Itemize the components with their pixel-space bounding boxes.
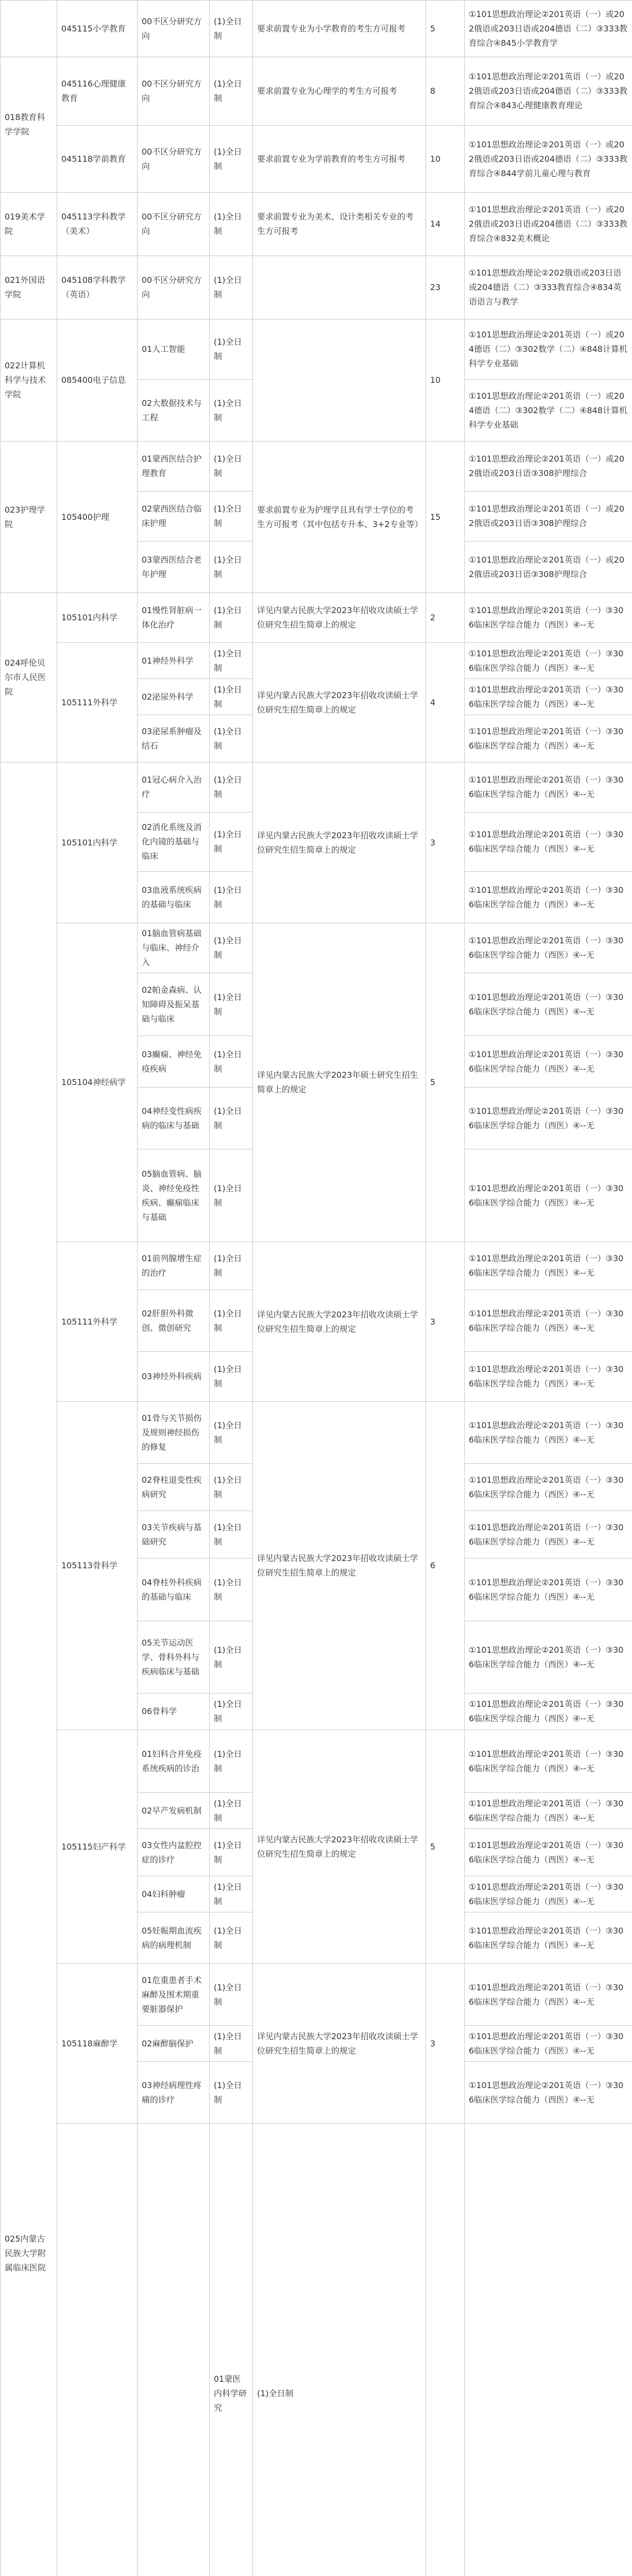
enrollment-count-cell: 5 (426, 923, 465, 1242)
enrollment-count-cell: 5 (426, 1730, 465, 1964)
direction-cell: 01骨与关节损伤及规则神经损伤的修复 (138, 1402, 210, 1464)
major-cell (138, 2124, 210, 2576)
direction-cell: 02帕金森病、认知障碍及振呆基础与临床 (138, 973, 210, 1036)
direction-cell: 00不区分研究方向 (138, 57, 210, 126)
study-mode-cell: (1)全日制 (210, 1088, 253, 1149)
requirement-cell: 详见内蒙古民族大学2023年招收攻读硕士学位研究生招生简章上的规定 (253, 1402, 426, 1730)
requirement-cell: 详见内蒙古民族大学2023年招收攻读硕士学位研究生招生简章上的规定 (253, 1730, 426, 1964)
requirement-cell: 详见内蒙古民族大学2023年招收攻读硕士学位研究生招生简章上的规定 (253, 593, 426, 643)
major-cell: 045113学科教学（美术） (57, 193, 138, 256)
study-mode-cell: (1)全日制 (210, 679, 253, 715)
major-cell: 105400护理 (57, 442, 138, 593)
college-cell: 019美术学院 (1, 193, 57, 256)
exam-subjects-cell: ①101思想政治理论②201英语（一）③306临床医学综合能力（西医）④--无 (465, 1036, 632, 1088)
enrollment-count-cell: 6 (426, 1402, 465, 1730)
study-mode-cell: (1)全日制 (210, 1621, 253, 1693)
study-mode-cell: (1)全日制 (210, 1912, 253, 1964)
requirement-cell: 详见内蒙古民族大学2023年硕士研究生招生简章上的规定 (253, 923, 426, 1242)
exam-subjects-cell: ①101思想政治理论②201英语（一）③306临床医学综合能力（西医）④--无 (465, 1088, 632, 1149)
table-row (1, 126, 632, 193)
direction-cell: 03血液系统疾病的基础与临床 (138, 872, 210, 923)
requirement-cell: 要求前置专业为小学教育的考生方可报考 (253, 1, 426, 57)
major-cell: 105101内科学 (57, 762, 138, 923)
study-mode-cell: (1)全日制 (210, 1793, 253, 1829)
college-cell: 024呼伦贝尔市人民医院 (1, 593, 57, 762)
table-row (1, 193, 632, 256)
exam-subjects-cell: ①101思想政治理论②201英语（一）③306临床医学综合能力（西医）④--无 (465, 1621, 632, 1693)
table-row (1, 593, 632, 643)
direction-cell: 01前列腺增生症的治疗 (138, 1242, 210, 1290)
exam-subjects-cell: ①101思想政治理论②201英语（一）或204德语（二）③302数学（二）④848计算机科学专业基础 (465, 319, 632, 380)
major-cell: 105115妇产科学 (57, 1730, 138, 1964)
table-row (1, 923, 632, 973)
study-mode-cell: (1)全日制 (210, 1352, 253, 1402)
exam-subjects-cell: ①101思想政治理论②201英语（一）③306临床医学综合能力（西医）④--无 (465, 2026, 632, 2062)
study-mode-cell: (1)全日制 (210, 872, 253, 923)
study-mode-cell: (1)全日制 (210, 1693, 253, 1730)
direction-cell: 00不区分研究方向 (138, 126, 210, 193)
exam-subjects-cell: ①101思想政治理论②201英语（一）③306临床医学综合能力（西医）④--无 (465, 872, 632, 923)
study-mode-cell: (1)全日制 (210, 2026, 253, 2062)
major-cell: 045115小学教育 (57, 1, 138, 57)
table-row (1, 256, 632, 319)
enrollment-count-cell: 3 (426, 762, 465, 923)
direction-cell: 01蒙医内科学研究 (210, 2124, 253, 2576)
study-mode-cell: (1)全日制 (210, 319, 253, 380)
direction-cell: 02蒙西医结合临床护理 (138, 492, 210, 541)
exam-subjects-cell: ①101思想政治理论②201英语（一）③306临床医学综合能力（西医）④--无 (465, 1352, 632, 1402)
exam-subjects-cell: ①101思想政治理论②201英语（一）或202俄语或203日语③308护理综合 (465, 541, 632, 593)
direction-cell: 04脊柱外科疾病的基础与临床 (138, 1558, 210, 1621)
study-mode-cell: (1)全日制 (210, 715, 253, 762)
exam-subjects-cell: ①101思想政治理论②201英语（一）③306临床医学综合能力（西医）④--无 (465, 1829, 632, 1876)
direction-cell: 03癫痫、神经免疫疾病 (138, 1036, 210, 1088)
requirement-cell: 详见内蒙古民族大学2023年招收攻读硕士学位研究生招生简章上的规定 (253, 1242, 426, 1402)
exam-subjects-cell: ①101思想政治理论②201英语（一）③306临床医学综合能力（西医）④--无 (465, 1242, 632, 1290)
exam-subjects-cell: ①101思想政治理论②201英语（一）③306临床医学综合能力（西医）④--无 (465, 973, 632, 1036)
exam-subjects-cell: ①101思想政治理论②202俄语或203日语或204德语（二）③333教育综合④834英语语言与教学 (465, 256, 632, 319)
exam-subjects-cell: ①101思想政治理论②201英语（一）③306临床医学综合能力（西医）④--无 (465, 1290, 632, 1352)
enrollment-count-cell: 23 (426, 256, 465, 319)
table-row (1, 643, 632, 679)
table-row (1, 1242, 632, 1290)
exam-subjects-cell: ①101思想政治理论②201英语（一）③306临床医学综合能力（西医）④--无 (465, 1876, 632, 1912)
table-row (1, 57, 632, 126)
study-mode-cell: (1)全日制 (210, 1876, 253, 1912)
exam-subjects-cell: ①101思想政治理论②201英语（一）或202俄语或203日语或204德语（二）③333教育综合④832美术概论 (465, 193, 632, 256)
requirement-cell: 要求前置专业为心理学的考生方可报考 (253, 57, 426, 126)
exam-subjects-cell: ①101思想政治理论②201英语（一）或202俄语或203日语或204德语（二）③333教育综合④843心理健康教育理论 (465, 57, 632, 126)
enrollment-count-cell: 2 (426, 593, 465, 643)
college-cell: 021外国语学院 (1, 256, 57, 319)
study-mode-cell: (1)全日制 (210, 1149, 253, 1242)
major-cell: 045108学科教学（英语） (57, 256, 138, 319)
exam-subjects-cell: ①101思想政治理论②201英语（一）③306临床医学综合能力（西医）④--无 (465, 643, 632, 679)
enrollment-count-cell: 5 (426, 1, 465, 57)
direction-cell: 00不区分研究方向 (138, 193, 210, 256)
direction-cell: 01蒙西医结合护理教育 (138, 442, 210, 492)
study-mode-cell: (1)全日制 (210, 541, 253, 593)
exam-subjects-cell: ①101思想政治理论②201英语（一）③306临床医学综合能力（西医）④--无 (465, 715, 632, 762)
major-cell: 105104神经病学 (57, 923, 138, 1242)
enrollment-count-cell: 8 (426, 57, 465, 126)
exam-subjects-cell: ①101思想政治理论②201英语（一）③306临床医学综合能力（西医）④--无 (465, 1149, 632, 1242)
direction-cell: 02肝胆外科微创、微创研究 (138, 1290, 210, 1352)
exam-subjects-cell: ①101思想政治理论②201英语（一）或202俄语或203日语③308护理综合 (465, 492, 632, 541)
requirement-cell: 详见内蒙古民族大学2023年招收攻读硕士学位研究生招生简章上的规定 (253, 643, 426, 762)
direction-cell: 02大数据技术与工程 (138, 380, 210, 442)
direction-cell: 05脑血管病、脑炎、神经免疫性疾病、癫痫临床与基础 (138, 1149, 210, 1242)
exam-subjects-cell: ①101思想政治理论②201英语（一）③306临床医学综合能力（西医）④--无 (465, 1693, 632, 1730)
direction-cell: 05妊娠期血流疾病的病理机制 (138, 1912, 210, 1964)
direction-cell: 01妇科合并免疫系统疾病的诊治 (138, 1730, 210, 1793)
enrollment-count-cell: 10 (426, 319, 465, 442)
exam-subjects-cell: ①101思想政治理论②201英语（一）③306临床医学综合能力（西医）④--无 (465, 1730, 632, 1793)
major-cell: 105118麻醉学 (57, 1964, 138, 2124)
direction-cell: 03女性内盆腔控症的诊疗 (138, 1829, 210, 1876)
direction-cell: 01脑血管病基础与临床、神经介入 (138, 923, 210, 973)
exam-subjects-cell: ①101思想政治理论②201英语（一）③306临床医学综合能力（西医）④--无 (465, 1793, 632, 1829)
exam-subjects-cell: ①101思想政治理论②201英语（一）或202俄语或203日语③308护理综合 (465, 442, 632, 492)
table-row (1, 1, 632, 57)
study-mode-cell: (1)全日制 (210, 380, 253, 442)
table-row (1, 2124, 632, 2576)
table-row (1, 1402, 632, 1464)
table-row (1, 762, 632, 812)
study-mode-cell: (1)全日制 (210, 1511, 253, 1558)
study-mode-cell: (1)全日制 (210, 762, 253, 812)
direction-cell: 02麻醉脑保护 (138, 2026, 210, 2062)
direction-cell: 03关节疾病与基础研究 (138, 1511, 210, 1558)
direction-cell: 00不区分研究方向 (138, 1, 210, 57)
study-mode-cell: (1)全日制 (210, 442, 253, 492)
enrollment-count-cell: 14 (426, 193, 465, 256)
college-cell: 025内蒙古民族大学附属临床医院 (1, 762, 57, 2576)
requirement-cell (253, 319, 426, 442)
direction-cell: 03蒙西医结合老年护理 (138, 541, 210, 593)
exam-subjects-cell: ①101思想政治理论②201英语（一）或202俄语或203日语或204德语（二）③333教育综合④845小学教育学 (465, 1, 632, 57)
direction-cell: 00不区分研究方向 (138, 256, 210, 319)
study-mode-cell: (1)全日制 (253, 2124, 426, 2576)
direction-cell: 01危重患者手术麻醉及围术期重要脏器保护 (138, 1964, 210, 2026)
requirement-cell: 详见内蒙古民族大学2023年招收攻读硕士学位研究生招生简章上的规定 (253, 1964, 426, 2124)
study-mode-cell: (1)全日制 (210, 1464, 253, 1511)
direction-cell: 03泌尿系肿瘤及结石 (138, 715, 210, 762)
requirement-cell (426, 2124, 465, 2576)
exam-subjects-cell: ①101思想政治理论②201英语（一）③306临床医学综合能力（西医）④--无 (465, 812, 632, 872)
exam-subjects-cell: ①101思想政治理论②201英语（一）③306临床医学综合能力（西医）④--无 (465, 1964, 632, 2026)
study-mode-cell: (1)全日制 (210, 1829, 253, 1876)
study-mode-cell: (1)全日制 (210, 1402, 253, 1464)
direction-cell: 06骨科学 (138, 1693, 210, 1730)
exam-subjects-cell: ①101思想政治理论②201英语（一）③306临床医学综合能力（西医）④--无 (465, 1464, 632, 1511)
exam-subjects-cell: ①101思想政治理论②201英语（一）③306临床医学综合能力（西医）④--无 (465, 1511, 632, 1558)
table-row (1, 442, 632, 492)
exam-subjects-cell: ①101思想政治理论②201英语（一）③306临床医学综合能力（西医）④--无 (465, 1402, 632, 1464)
exam-subjects-cell: ①101思想政治理论②201英语（一）③306临床医学综合能力（西医）④--无 (465, 762, 632, 812)
major-cell: 105111外科学 (57, 1242, 138, 1402)
major-cell: 105101内科学 (57, 593, 138, 643)
study-mode-cell: (1)全日制 (210, 643, 253, 679)
exam-subjects-cell: ①101思想政治理论②201英语（一）或204德语（二）③302数学（二）④848计算机科学专业基础 (465, 380, 632, 442)
direction-cell: 01慢性肾脏病一体化治疗 (138, 593, 210, 643)
enrollment-count-cell (465, 2124, 632, 2576)
enrollment-count-cell: 4 (426, 643, 465, 762)
table-row (1, 319, 632, 380)
college-cell: 023护理学院 (1, 442, 57, 593)
study-mode-cell: (1)全日制 (210, 1036, 253, 1088)
exam-subjects-cell: ①101思想政治理论②201英语（一）③306临床医学综合能力（西医）④--无 (465, 1912, 632, 1964)
college-cell (1, 1, 57, 57)
direction-cell: 03神经病理性疼痛的诊疗 (138, 2062, 210, 2124)
direction-cell: 01冠心病介入治疗 (138, 762, 210, 812)
study-mode-cell: (1)全日制 (210, 1558, 253, 1621)
study-mode-cell: (1)全日制 (210, 1290, 253, 1352)
exam-subjects-cell: ①101思想政治理论②201英语（一）③306临床医学综合能力（西医）④--无 (465, 679, 632, 715)
enrollment-count-cell: 3 (426, 1242, 465, 1402)
direction-cell: 02消化系统及消化内镜的基础与临床 (138, 812, 210, 872)
exam-subjects-cell: ①101思想政治理论②201英语（一）③306临床医学综合能力（西医）④--无 (465, 1558, 632, 1621)
table-row (1, 1730, 632, 1793)
study-mode-cell: (1)全日制 (210, 1730, 253, 1793)
requirement-cell: 详见内蒙古民族大学2023年招收攻读硕士学位研究生招生简章上的规定 (253, 762, 426, 923)
direction-cell: 05关节运动医学、骨科外科与疾病临床与基础 (138, 1621, 210, 1693)
enrollment-count-cell: 3 (426, 1964, 465, 2124)
study-mode-cell: (1)全日制 (210, 2062, 253, 2124)
requirement-cell: 要求前置专业为护理学且具有学士学位的考生方可报考（其中包括专升本、3+2专业等） (253, 442, 426, 593)
major-cell: 045116心理健康教育 (57, 57, 138, 126)
direction-cell: 02脊柱退变性疾病研究 (138, 1464, 210, 1511)
study-mode-cell: (1)全日制 (210, 973, 253, 1036)
direction-cell: 04妇科肿瘤 (138, 1876, 210, 1912)
direction-cell: 01神经外科学 (138, 643, 210, 679)
exam-subjects-cell: ①101思想政治理论②201英语（一）③306临床医学综合能力（西医）④--无 (465, 593, 632, 643)
study-mode-cell: (1)全日制 (210, 593, 253, 643)
study-mode-cell: (1)全日制 (210, 126, 253, 193)
study-mode-cell: (1)全日制 (210, 1964, 253, 2026)
requirement-cell (253, 256, 426, 319)
requirement-cell: 要求前置专业为美术、设计类相关专业的考生方可报考 (253, 193, 426, 256)
enrollment-count-cell: 15 (426, 442, 465, 593)
table-row (1, 1964, 632, 2026)
college-cell (57, 2124, 138, 2576)
study-mode-cell: (1)全日制 (210, 193, 253, 256)
exam-subjects-cell: ①101思想政治理论②201英语（一）或202俄语或203日语或204德语（二）③333教育综合④844学前儿童心理与教育 (465, 126, 632, 193)
major-cell: 105113骨科学 (57, 1402, 138, 1730)
direction-cell: 04神经变性病疾病的临床与基础 (138, 1088, 210, 1149)
major-cell: 105111外科学 (57, 643, 138, 762)
direction-cell: 03神经外科疾病 (138, 1352, 210, 1402)
major-cell: 085400电子信息 (57, 319, 138, 442)
study-mode-cell: (1)全日制 (210, 812, 253, 872)
college-cell: 018教育科学学院 (1, 57, 57, 193)
college-cell: 022计算机科学与技术学院 (1, 319, 57, 442)
exam-subjects-cell: ①101思想政治理论②201英语（一）③306临床医学综合能力（西医）④--无 (465, 2062, 632, 2124)
study-mode-cell: (1)全日制 (210, 1, 253, 57)
direction-cell: 02泌尿外科学 (138, 679, 210, 715)
direction-cell: 01人工智能 (138, 319, 210, 380)
study-mode-cell: (1)全日制 (210, 256, 253, 319)
study-mode-cell: (1)全日制 (210, 57, 253, 126)
major-cell: 045118学前教育 (57, 126, 138, 193)
direction-cell: 02早产发病机制 (138, 1793, 210, 1829)
study-mode-cell: (1)全日制 (210, 1242, 253, 1290)
exam-subjects-cell: ①101思想政治理论②201英语（一）③306临床医学综合能力（西医）④--无 (465, 923, 632, 973)
requirement-cell: 要求前置专业为学前教育的考生方可报考 (253, 126, 426, 193)
enrollment-count-cell: 10 (426, 126, 465, 193)
study-mode-cell: (1)全日制 (210, 492, 253, 541)
study-mode-cell: (1)全日制 (210, 923, 253, 973)
